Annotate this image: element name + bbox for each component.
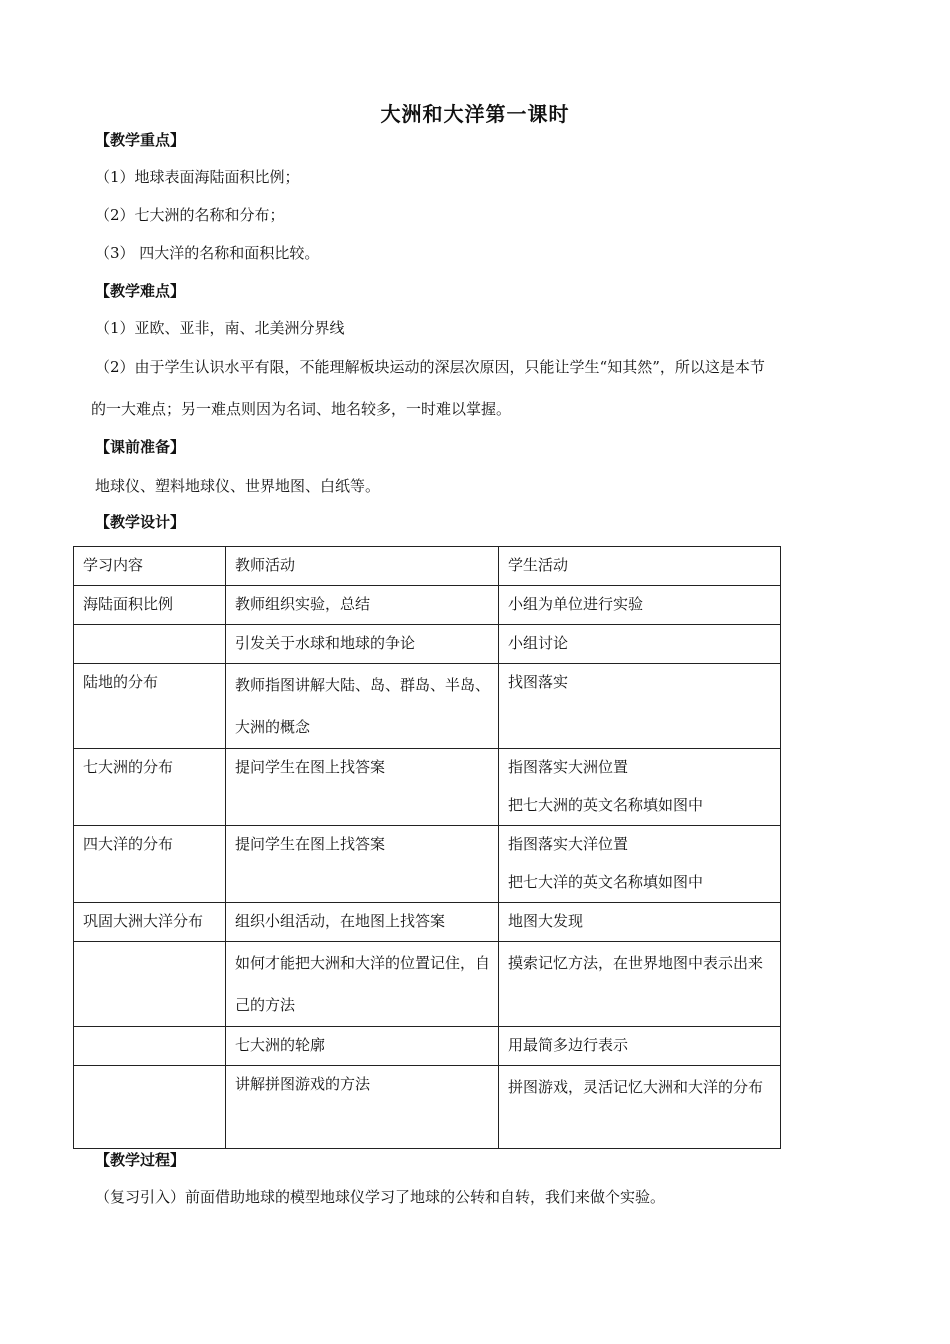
student-cell: 拼图游戏，灵活记忆大洲和大洋的分布 bbox=[499, 1066, 781, 1149]
process-heading: 【教学过程】 bbox=[95, 1151, 186, 1169]
key-point-item: （3） 四大洋的名称和面积比较。 bbox=[95, 244, 320, 262]
teacher-cell: 引发关于水球和地球的争论 bbox=[226, 625, 499, 664]
table-row bbox=[74, 664, 781, 749]
column-header: 教师活动 bbox=[226, 547, 499, 586]
key-point-item: （1）地球表面海陆面积比例； bbox=[95, 168, 300, 186]
content-cell bbox=[74, 625, 226, 664]
column-header: 学生活动 bbox=[499, 547, 781, 586]
key-point-item: （2）七大洲的名称和分布； bbox=[95, 206, 285, 224]
student-cell bbox=[499, 749, 781, 826]
table-row bbox=[74, 1027, 781, 1066]
content-cell bbox=[74, 942, 226, 1027]
table-row bbox=[74, 749, 781, 826]
teacher-cell: 组织小组活动，在地图上找答案 bbox=[226, 903, 499, 942]
design-heading: 【教学设计】 bbox=[95, 513, 186, 531]
column-header: 学习内容 bbox=[74, 547, 226, 586]
difficulty-item-continued: 的一大难点；另一难点则因为名词、地名较多，一时难以掌握。 bbox=[91, 400, 512, 418]
table-row bbox=[74, 942, 781, 1027]
teaching-design-table bbox=[73, 546, 781, 1149]
student-activity-line: 把七大洋的英文名称填如图中 bbox=[508, 873, 704, 891]
key-points-heading: 【教学重点】 bbox=[95, 131, 186, 149]
content-cell: 七大洲的分布 bbox=[74, 749, 226, 826]
student-activity-line: 指图落实大洋位置 bbox=[508, 835, 629, 853]
table-row bbox=[74, 826, 781, 903]
teacher-cell: 七大洲的轮廓 bbox=[226, 1027, 499, 1066]
table-header-row bbox=[74, 547, 781, 586]
student-activity-line: 把七大洲的英文名称填如图中 bbox=[508, 796, 704, 814]
content-cell bbox=[74, 1066, 226, 1149]
teacher-cell: 教师指图讲解大陆、岛、群岛、半岛、大洲的概念 bbox=[226, 664, 499, 749]
teacher-cell: 提问学生在图上找答案 bbox=[226, 749, 499, 826]
content-cell: 陆地的分布 bbox=[74, 664, 226, 749]
student-cell: 用最简多边行表示 bbox=[499, 1027, 781, 1066]
student-cell: 小组为单位进行实验 bbox=[499, 586, 781, 625]
teacher-cell: 讲解拼图游戏的方法 bbox=[226, 1066, 499, 1149]
table-row bbox=[74, 625, 781, 664]
content-cell: 巩固大洲大洋分布 bbox=[74, 903, 226, 942]
teacher-cell: 教师组织实验，总结 bbox=[226, 586, 499, 625]
table-row bbox=[74, 1066, 781, 1149]
preparation-text: 地球仪、塑料地球仪、世界地图、白纸等。 bbox=[95, 477, 381, 495]
student-cell bbox=[499, 826, 781, 903]
content-cell bbox=[74, 1027, 226, 1066]
table-row bbox=[74, 903, 781, 942]
difficulty-item: （1）亚欧、亚非，南、北美洲分界线 bbox=[95, 319, 345, 337]
content-cell: 四大洋的分布 bbox=[74, 826, 226, 903]
teacher-cell: 提问学生在图上找答案 bbox=[226, 826, 499, 903]
student-activity-line: 指图落实大洲位置 bbox=[508, 758, 629, 776]
process-text: （复习引入）前面借助地球的模型地球仪学习了地球的公转和自转，我们来做个实验。 bbox=[95, 1188, 666, 1206]
teacher-cell: 如何才能把大洲和大洋的位置记住，自己的方法 bbox=[226, 942, 499, 1027]
difficulty-item: （2）由于学生认识水平有限，不能理解板块运动的深层次原因，只能让学生“知其然”，所以这是本节 bbox=[95, 358, 765, 376]
difficulties-heading: 【教学难点】 bbox=[95, 282, 186, 300]
preparation-heading: 【课前准备】 bbox=[95, 438, 186, 456]
student-cell: 地图大发现 bbox=[499, 903, 781, 942]
content-cell: 海陆面积比例 bbox=[74, 586, 226, 625]
student-cell: 摸索记忆方法，在世界地图中表示出来 bbox=[499, 942, 781, 1027]
table-row bbox=[74, 586, 781, 625]
document-title: 大洲和大洋第一课时 bbox=[380, 102, 570, 126]
student-cell: 小组讨论 bbox=[499, 625, 781, 664]
student-cell: 找图落实 bbox=[499, 664, 781, 749]
